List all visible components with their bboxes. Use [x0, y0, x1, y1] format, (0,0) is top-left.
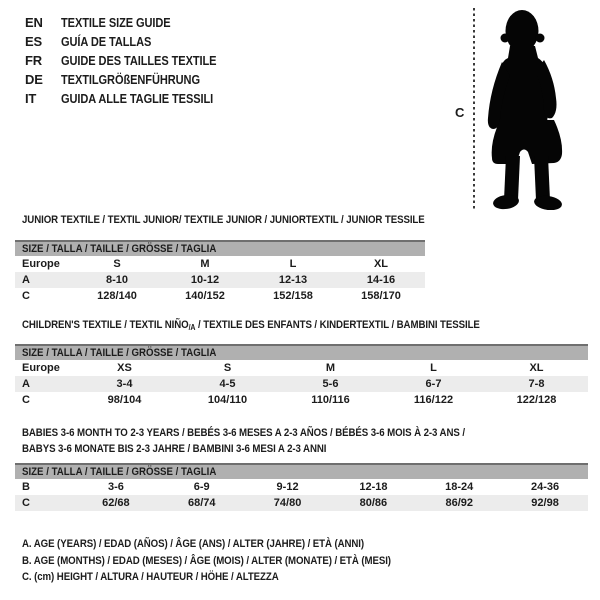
size-band-label: SIZE / TALLA / TAILLE / GRÖSSE / TAGLIA — [15, 464, 588, 479]
table-cell: 86/92 — [416, 495, 502, 511]
table-cell: S — [113, 257, 121, 270]
table-cell: 62/68 — [73, 495, 159, 511]
table-cell: L — [430, 361, 437, 374]
table-cell: 158/170 — [361, 289, 401, 302]
table-cell: 152/158 — [273, 289, 313, 302]
language-row — [25, 70, 244, 89]
junior-section-title: JUNIOR TEXTILE / TEXTIL JUNIOR/ TEXTILE JUNIOR / JUNIORTEXTIL / JUNIOR TESSILE — [22, 214, 425, 226]
table-cell: 24-36 — [531, 480, 560, 493]
table-cell: 104/110 — [207, 393, 248, 406]
table-cell: 12-13 — [249, 272, 337, 288]
table-cell: 7-8 — [485, 376, 588, 392]
table-cell: 3-4 — [73, 376, 176, 392]
table-cell: XS — [117, 361, 132, 374]
row-label: C — [15, 495, 73, 511]
language-code: ES — [25, 34, 42, 49]
babies-title-line1: BABIES 3-6 MONTH TO 2-3 YEARS / BEBÉS 3-6 MESES A 2-3 AÑOS / BÉBÉS 3-6 MOIS À 2-3 ANS / — [22, 427, 465, 439]
table-cell: 68/74 — [159, 495, 245, 511]
table-cell: XL — [373, 257, 389, 270]
table-cell: 5-6 — [279, 376, 382, 392]
table-cell: XL — [529, 361, 544, 374]
language-title: GUIDE DES TAILLES TEXTILE — [61, 53, 217, 68]
table-cell: 128/140 — [97, 289, 137, 302]
table-cell: 80/86 — [330, 495, 416, 511]
table-cell: 8-10 — [73, 272, 161, 288]
babies-size-table — [15, 463, 588, 511]
language-row — [25, 32, 244, 51]
table-row — [15, 376, 588, 392]
table-row — [15, 479, 588, 495]
footnote-height-cm: C. (cm) HEIGHT / ALTURA / HAUTEUR / HÖHE / ALTEZZA — [22, 571, 279, 583]
table-cell: 6-7 — [382, 376, 485, 392]
table-row — [15, 256, 425, 272]
row-label: B — [22, 480, 30, 493]
language-title: GUIDA ALLE TAGLIE TESSILI — [61, 91, 214, 106]
size-band-row — [15, 241, 425, 256]
children-title-part2: / TEXTILE DES ENFANTS / KINDERTEXTIL / BAMBINI TESSILE — [195, 319, 480, 331]
table-cell: 18-24 — [445, 480, 474, 493]
height-measure-label: C — [455, 105, 465, 120]
junior-size-table — [15, 240, 425, 304]
table-cell: 74/80 — [245, 495, 331, 511]
table-cell: 6-9 — [193, 480, 210, 493]
size-band-label: SIZE / TALLA / TAILLE / GRÖSSE / TAGLIA — [15, 241, 425, 256]
size-band-row — [15, 464, 588, 479]
language-header — [25, 13, 244, 108]
table-cell: 140/152 — [185, 289, 225, 302]
table-cell: 3-6 — [107, 480, 124, 493]
language-title: GUÍA DE TALLAS — [61, 34, 152, 49]
footnote-age-years: A. AGE (YEARS) / EDAD (AÑOS) / ÂGE (ANS) / ALTER (JAHRE) / ETÀ (ANNI) — [22, 538, 365, 550]
language-code: FR — [25, 53, 42, 68]
language-code: IT — [25, 91, 37, 106]
row-label: C — [22, 393, 30, 406]
size-band-label: SIZE / TALLA / TAILLE / GRÖSSE / TAGLIA — [15, 345, 588, 360]
table-cell: 92/98 — [502, 495, 588, 511]
table-cell: 12-18 — [359, 480, 388, 493]
table-cell: 4-5 — [176, 376, 279, 392]
size-band-row — [15, 345, 588, 360]
footnote-age-months: B. AGE (MONTHS) / EDAD (MESES) / ÂGE (MOIS) / ALTER (MONATE) / ETÀ (MESI) — [22, 554, 391, 567]
language-title: TEXTILE SIZE GUIDE — [61, 15, 171, 30]
children-title-subscript: /A — [188, 323, 196, 332]
table-cell: S — [223, 361, 232, 374]
table-row — [15, 495, 588, 511]
table-cell: 14-16 — [337, 272, 425, 288]
babies-section-title — [22, 425, 465, 457]
table-cell: 122/128 — [516, 393, 557, 406]
row-label: Europe — [22, 361, 60, 374]
table-cell: M — [200, 257, 210, 270]
language-row — [25, 13, 244, 32]
language-code: EN — [25, 15, 43, 30]
table-row — [15, 272, 425, 288]
children-title-part1: CHILDREN'S TEXTILE / TEXTIL NIÑO — [22, 319, 189, 331]
table-cell: 9-12 — [276, 480, 299, 493]
babies-title-line2: BABYS 3-6 MONATE BIS 2-3 JAHRE / BAMBINI 3-6 MESI A 2-3 ANNI — [22, 443, 327, 455]
table-cell: 110/116 — [311, 393, 350, 406]
height-measure-line — [473, 8, 475, 209]
table-cell: L — [289, 257, 297, 270]
row-label: A — [15, 272, 73, 288]
table-cell: M — [325, 361, 336, 374]
table-row — [15, 288, 425, 304]
table-cell: 98/104 — [107, 393, 142, 406]
language-code: DE — [25, 72, 43, 87]
language-row — [25, 89, 244, 108]
children-size-table — [15, 344, 588, 408]
children-section-title — [22, 319, 480, 334]
row-label: Europe — [22, 257, 60, 270]
language-title: TEXTILGRÖßENFÜHRUNG — [61, 72, 200, 87]
footnotes — [22, 536, 441, 586]
table-row — [15, 360, 588, 376]
row-label: A — [15, 376, 73, 392]
table-row — [15, 392, 588, 408]
baby-silhouette-icon — [482, 6, 574, 210]
language-row — [25, 51, 244, 70]
table-cell: 116/122 — [413, 393, 454, 406]
row-label: C — [22, 289, 30, 302]
table-cell: 10-12 — [161, 272, 249, 288]
